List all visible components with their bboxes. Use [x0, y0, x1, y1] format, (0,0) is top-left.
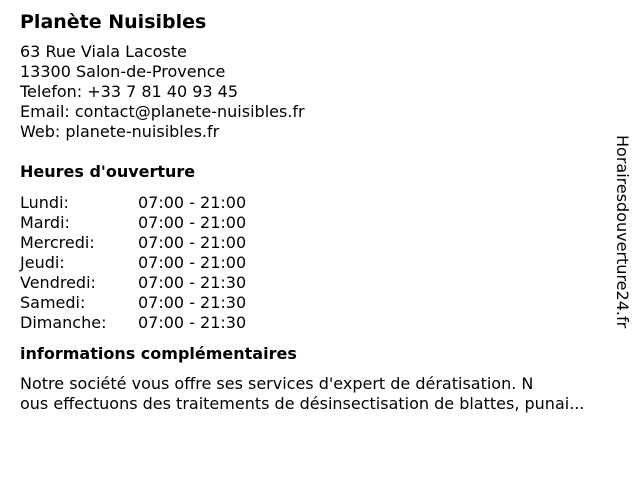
day-label: Dimanche: — [20, 313, 107, 332]
info-line: ous effectuons des traitements de désinsectisation de blattes, punai... — [20, 394, 585, 413]
hours-row — [20, 233, 246, 253]
additional-info-heading: informations complémentaires — [20, 344, 297, 363]
day-label: Vendredi: — [20, 273, 96, 292]
day-label: Mercredi: — [20, 233, 95, 252]
business-name: Planète Nuisibles — [20, 11, 207, 33]
time-range: 07:00 - 21:30 — [138, 273, 247, 292]
opening-hours-table — [20, 193, 246, 333]
hours-row — [20, 313, 246, 333]
time-range: 07:00 - 21:00 — [138, 233, 247, 252]
site-watermark: Horairesdouverture24.fr — [613, 135, 632, 329]
phone-line: Telefon: +33 7 81 40 93 45 — [20, 82, 239, 101]
address-street: 63 Rue Viala Lacoste — [20, 42, 187, 61]
time-range: 07:00 - 21:30 — [138, 293, 247, 312]
business-card — [20, 10, 620, 414]
hours-row — [20, 273, 246, 293]
time-range: 07:00 - 21:00 — [138, 193, 247, 212]
day-label: Samedi: — [20, 293, 86, 312]
info-line: Notre société vous offre ses services d'expert de dératisation. N — [20, 374, 534, 393]
day-label: Jeudi: — [20, 253, 65, 272]
address-city: 13300 Salon-de-Provence — [20, 62, 226, 81]
time-range: 07:00 - 21:00 — [138, 253, 247, 272]
opening-hours-heading: Heures d'ouverture — [20, 162, 196, 181]
hours-row — [20, 213, 246, 233]
email-line: Email: contact@planete-nuisibles.fr — [20, 102, 305, 121]
contact-block — [20, 42, 620, 142]
day-label: Mardi: — [20, 213, 70, 232]
additional-info-text — [20, 374, 620, 414]
web-line: Web: planete-nuisibles.fr — [20, 122, 220, 141]
hours-row — [20, 293, 246, 313]
time-range: 07:00 - 21:30 — [138, 313, 247, 332]
hours-row — [20, 193, 246, 213]
day-label: Lundi: — [20, 193, 69, 212]
hours-row — [20, 253, 246, 273]
time-range: 07:00 - 21:00 — [138, 213, 247, 232]
